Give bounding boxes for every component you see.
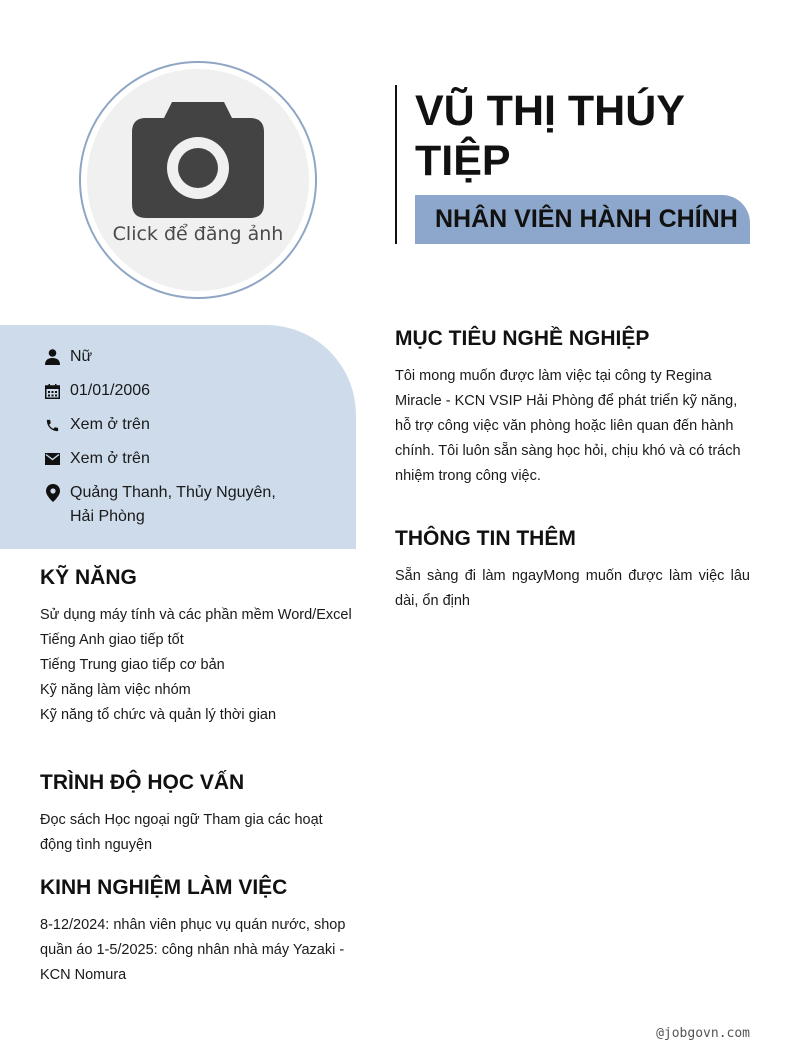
list-item: Sử dụng máy tính và các phần mềm Word/Excel	[40, 607, 352, 623]
avatar-upload-caption: Click để đăng ảnh	[112, 223, 284, 245]
name-divider	[395, 85, 397, 244]
calendar-icon	[44, 379, 61, 403]
person-icon	[44, 345, 61, 369]
experience-text: 8-12/2024: nhân viên phục vụ quán nước, shop quần áo 1-5/2025: công nhân nhà máy Yazaki - KCN Nomura	[40, 917, 346, 983]
phone-value: Xem ở trên	[70, 416, 150, 433]
gender-value: Nữ	[70, 348, 93, 365]
list-item: Kỹ năng làm việc nhóm	[40, 682, 191, 698]
phone-icon	[44, 413, 61, 437]
mail-icon	[44, 447, 61, 471]
additional-text: Sẵn sàng đi làm ngayMong muốn được làm việc lâu dài, ổn định	[395, 568, 750, 609]
list-item: Kỹ năng tổ chức và quản lý thời gian	[40, 707, 277, 723]
contact-gender	[44, 345, 300, 369]
footer-brand: @jobgovn.com	[656, 1026, 750, 1041]
email-value: Xem ở trên	[70, 450, 150, 467]
contact-email	[44, 447, 300, 471]
list-item: Tiếng Anh giao tiếp tốt	[40, 632, 184, 648]
experience-heading: KINH NGHIỆM LÀM VIỆC	[40, 876, 288, 899]
objective-text: Tôi mong muốn được làm việc tại công ty Regina Miracle - KCN VSIP Hải Phòng để phát triển kỹ năng, hỗ trợ công việc văn phòng hoặc liên quan đến hành chính. Tôi luôn sẵn sàng học hỏi, chịu khó và có trách nhiệm trong công việc.	[395, 368, 741, 484]
additional-heading: THÔNG TIN THÊM	[395, 527, 576, 550]
skills-heading: KỸ NĂNG	[40, 566, 137, 589]
contact-birthday	[44, 379, 300, 403]
birthday-value: 01/01/2006	[70, 382, 151, 399]
avatar-upload[interactable]	[87, 69, 309, 291]
skills-list	[40, 603, 355, 728]
job-title-badge: NHÂN VIÊN HÀNH CHÍNH	[415, 195, 750, 244]
candidate-name: VŨ THỊ THÚY TIỆP	[415, 87, 685, 185]
objective-heading: MỤC TIÊU NGHỀ NGHIỆP	[395, 327, 650, 350]
camera-icon	[132, 102, 264, 218]
contact-address	[44, 481, 300, 529]
location-pin-icon	[44, 481, 61, 505]
education-heading: TRÌNH ĐỘ HỌC VẤN	[40, 771, 245, 794]
education-text: Đọc sách Học ngoại ngữ Tham gia các hoạt động tình nguyện	[40, 812, 323, 853]
list-item: Tiếng Trung giao tiếp cơ bản	[40, 657, 225, 673]
contact-phone	[44, 413, 300, 437]
address-value: Quảng Thanh, Thủy Nguyên, Hải Phòng	[70, 484, 276, 525]
